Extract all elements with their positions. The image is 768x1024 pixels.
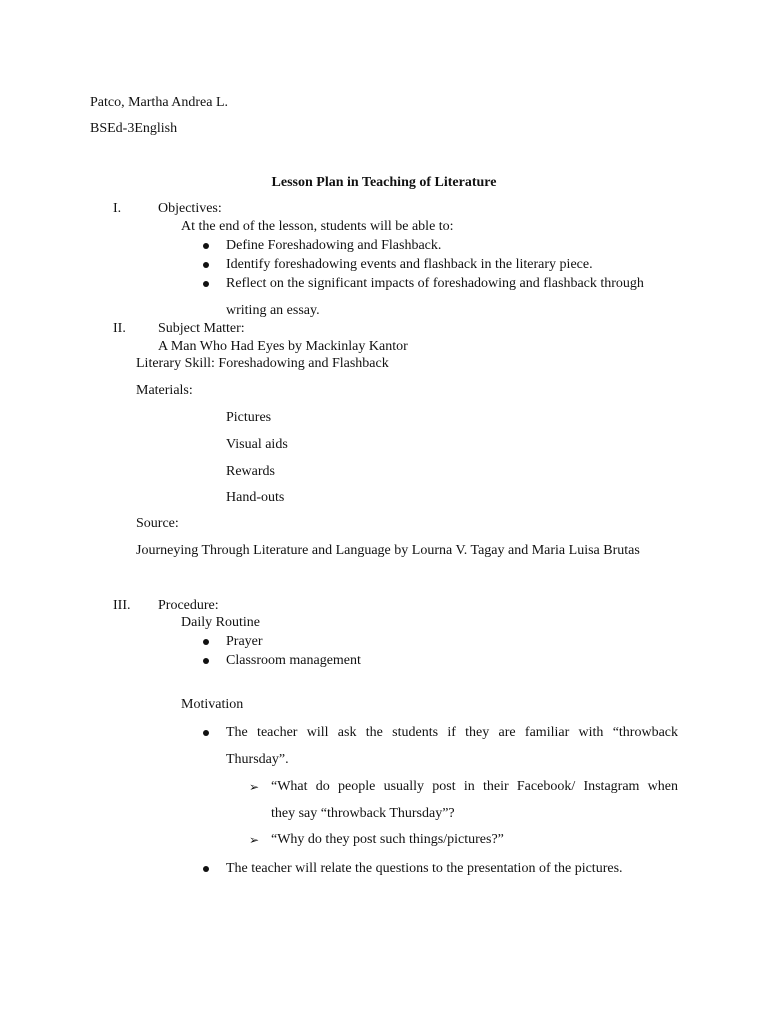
objective-item-continuation: writing an essay.	[226, 303, 320, 318]
motivation-subitem: “Why do they post such things/pictures?”	[271, 832, 504, 847]
bullet-icon	[203, 243, 209, 249]
objective-item: Define Foreshadowing and Flashback.	[226, 238, 442, 253]
course-section: BSEd-3English	[90, 121, 178, 136]
motivation-item: The teacher will relate the questions to the presentation of the pictures.	[226, 861, 623, 876]
bullet-icon	[203, 730, 209, 736]
daily-routine-label: Daily Routine	[181, 615, 260, 630]
bullet-icon	[203, 639, 209, 645]
subject-matter-numeral: II.	[113, 321, 126, 336]
procedure-numeral: III.	[113, 598, 131, 613]
arrow-bullet-icon: ➢	[249, 833, 260, 847]
objective-item: Identify foreshadowing events and flashback in the literary piece.	[226, 257, 593, 272]
procedure-heading: Procedure:	[158, 598, 219, 613]
bullet-icon	[203, 262, 209, 268]
routine-item: Classroom management	[226, 653, 361, 668]
arrow-bullet-icon: ➢	[249, 780, 260, 794]
materials-label: Materials:	[136, 383, 193, 398]
routine-item: Prayer	[226, 634, 263, 649]
objectives-numeral: I.	[113, 201, 122, 216]
bullet-icon	[203, 281, 209, 287]
material-item: Visual aids	[226, 437, 288, 452]
subject-matter-heading: Subject Matter:	[158, 321, 245, 336]
material-item: Rewards	[226, 464, 275, 479]
material-item: Pictures	[226, 410, 272, 425]
source-label: Source:	[136, 516, 179, 531]
motivation-subitem-continuation: they say “throwback Thursday”?	[271, 806, 455, 821]
bullet-icon	[203, 658, 209, 664]
literary-skill: Literary Skill: Foreshadowing and Flashback	[136, 356, 389, 371]
source-text: Journeying Through Literature and Language by Lourna V. Tagay and Maria Luisa Brutas	[136, 543, 640, 558]
motivation-subitem: “What do people usually post in their Facebook/ Instagram when	[271, 779, 678, 794]
bullet-icon	[203, 866, 209, 872]
motivation-label: Motivation	[181, 697, 244, 712]
motivation-item-continuation: Thursday”.	[226, 752, 289, 767]
objectives-heading: Objectives:	[158, 201, 222, 216]
objectives-intro: At the end of the lesson, students will be able to:	[181, 219, 454, 234]
student-name: Patco, Martha Andrea L.	[90, 95, 229, 110]
objective-item: Reflect on the significant impacts of foreshadowing and flashback through	[226, 276, 644, 291]
page-title: Lesson Plan in Teaching of Literature	[271, 175, 497, 190]
story-title: A Man Who Had Eyes by Mackinlay Kantor	[158, 339, 408, 354]
material-item: Hand-outs	[226, 490, 285, 505]
motivation-item: The teacher will ask the students if they are familiar with “throwback	[226, 725, 678, 740]
